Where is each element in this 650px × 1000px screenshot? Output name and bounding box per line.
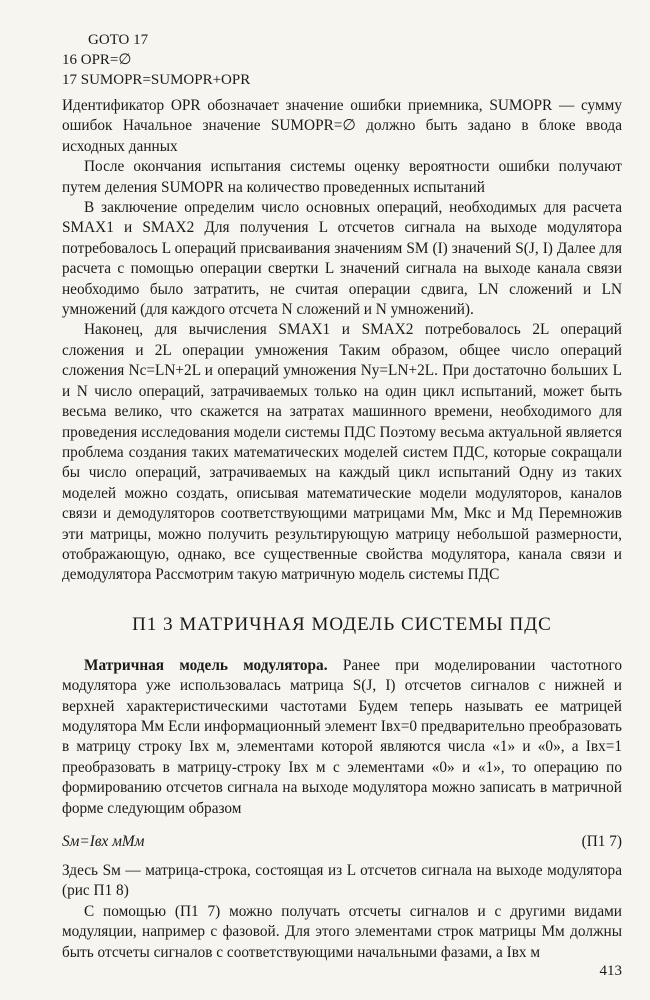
paragraph: Наконец, для вычисления SMAX1 и SMAX2 потребовалось 2L операций сложения и 2L операции умножения Таким образом, общее число операций сложения Nc=LN+2L и операций умножения Ny=LN+2L. При достаточно больших L и N число операций, затрачиваемых только на один цикл испытаний, может быть весьма велико, что скажется на затратах машинного времени, необходимого для проведения исследования модели системы ПДС Поэтому весьма актуальной является проблема создания таких математических моделей систем ПДС, которые сокращали бы число операций, затрачиваемых на каждый цикл испытаний Одну из таких моделей можно создать, описывая математические модели модуляторов, каналов связи и демодуляторов соответствующими матрицами Mм, Mкс и Mд Перемножив эти матрицы, можно получить результирующую матрицу небольшой размерности, отображающую, однако, все существенные свойства модулятора, канала связи и демодулятора Рассмотрим такую матричную модель системы ПДС	[62, 321, 622, 584]
subsection-paragraph	[62, 656, 622, 819]
code-line: 17 SUMOPR=SUMOPR+OPR	[62, 72, 251, 88]
paragraph: После окончания испытания системы оценку вероятности ошибки получают путем деления SUMOPR на количество проведенных испытаний	[62, 158, 622, 196]
paragraph: Идентификатор OPR обозначает значение ошибки приемника, SUMOPR — сумму ошибок Начальное значение SUMOPR=∅ должно быть задано в блоке ввода исходных данных	[62, 97, 622, 155]
code-line: GOTO 17	[88, 32, 149, 48]
code-line: 16 OPR=∅	[62, 52, 132, 68]
page-number: 413	[599, 963, 622, 979]
subsection-title: Матричная модель модулятора.	[84, 656, 328, 674]
code-listing	[62, 30, 622, 90]
paragraph: С помощью (П1 7) можно получать отсчеты сигналов и с другими видами модуляции, например с фазовой. Для этого элементами строк матрицы Mм должны быть отсчеты сигналов с соответствующими начальными фазами, а Iвх м	[62, 902, 622, 961]
paragraph: Здесь Sм — матрица-строка, состоящая из L отсчетов сигнала на выходе модулятора (рис П1 8)	[62, 862, 622, 900]
paragraph: В заключение определим число основных операций, необходимых для расчета SMAX1 и SMAX2 Для получения L отсчетов сигнала на выходе модулятора потребовалось L операций присваивания значениям SM (I) значений S(J, I) Далее для расчета с помощью операции свертки L значений сигнала на выходе канала связи необходимо было затратить, не считая операции сдвига, LN сложений и LN умножений (для каждого отсчета N сложений и N умножений).	[62, 199, 622, 319]
subsection-text: Ранее при моделировании частотного модулятора уже использовалась матрица S(J, I) отсчетов сигналов с нижней и верхней характеристическими частотами Будем теперь называть ее матрицей модулятора Mм Если информационный элемент Iвх=0 предварительно преобразовать в матрицу строку Iвх м, элементами которой являются числа «1» и «0», а Iвх=1 преобразовать в матрицу-строку Iвх м с элементами «0» и «1», то операцию по формированию отсчетов сигнала на выходе модулятора можно записать в матричной форме следующим образом	[62, 656, 622, 817]
equation-number: (П1 7)	[581, 833, 622, 850]
section-heading: П1 3 МАТРИЧНАЯ МОДЕЛЬ СИСТЕМЫ ПДС	[132, 613, 552, 635]
equation-body: Sм=Iвх мMм	[62, 833, 145, 850]
equation	[62, 833, 622, 851]
